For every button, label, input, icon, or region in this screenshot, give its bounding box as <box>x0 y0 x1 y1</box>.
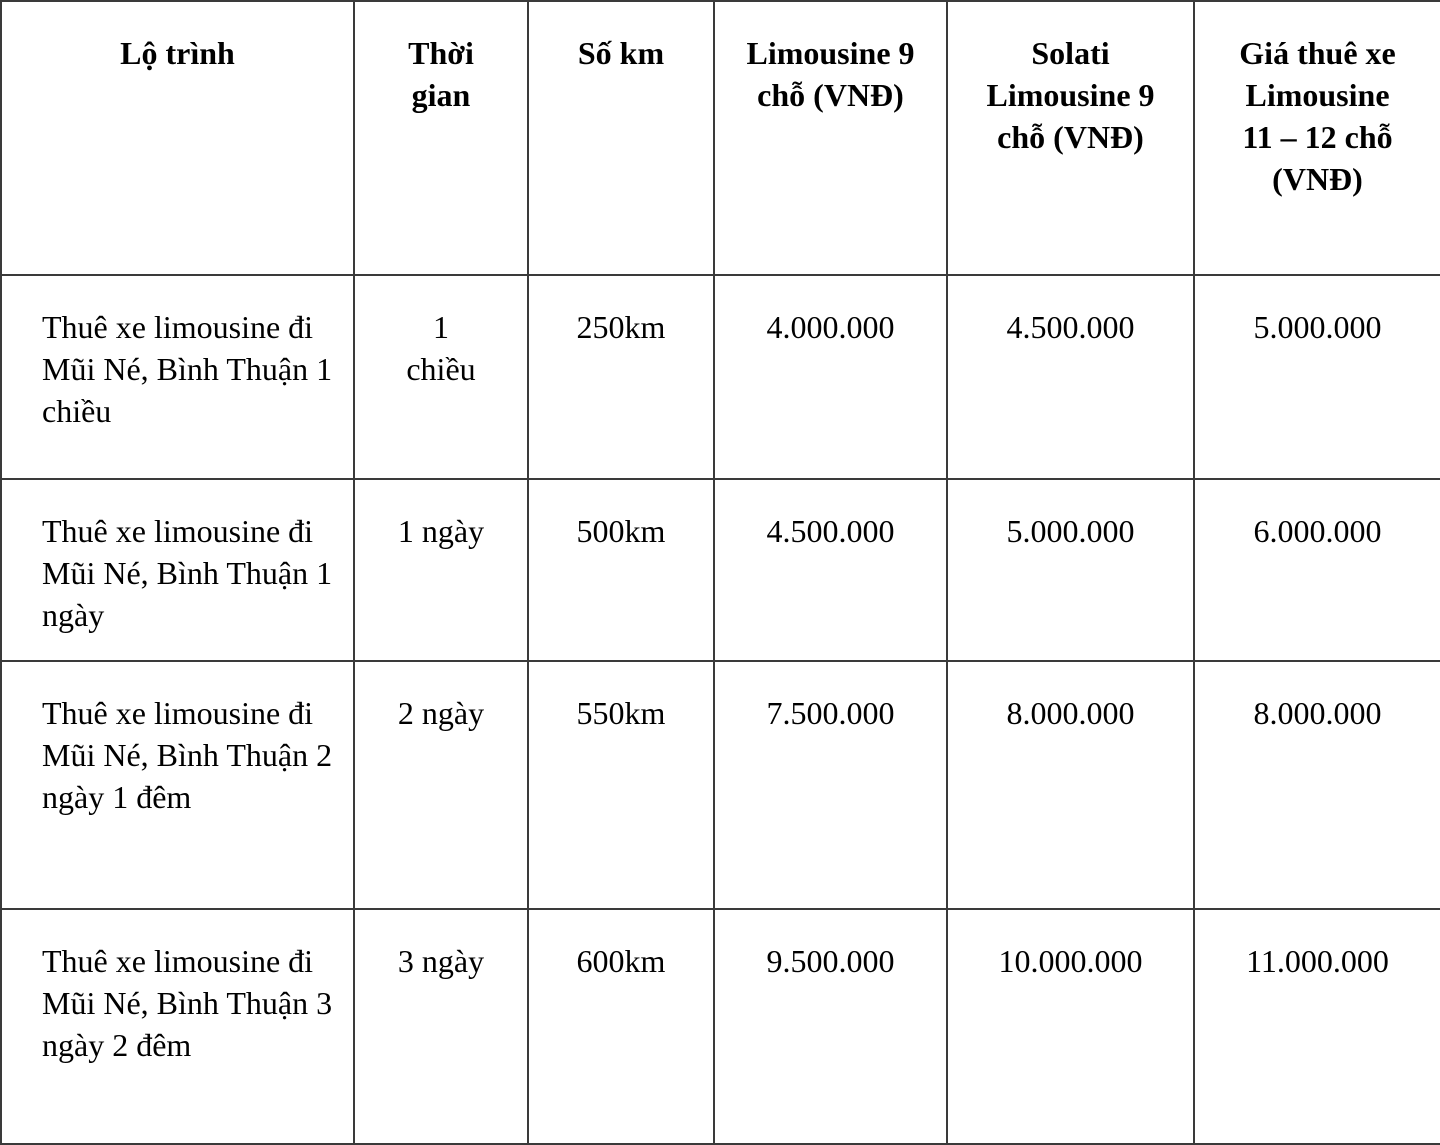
cell-time: 3 ngày <box>354 909 528 1144</box>
table-row <box>1 661 1440 909</box>
header-limousine-9: Limousine 9 chỗ (VNĐ) <box>714 1 947 275</box>
cell-route: Thuê xe limousine đi Mũi Né, Bình Thuận 1 ngày <box>1 479 354 661</box>
table-row <box>1 275 1440 479</box>
cell-limousine-11-12: 8.000.000 <box>1194 661 1440 909</box>
cell-solati-9: 4.500.000 <box>947 275 1194 479</box>
cell-distance: 550km <box>528 661 714 909</box>
cell-solati-9: 8.000.000 <box>947 661 1194 909</box>
table-row <box>1 909 1440 1144</box>
cell-time: 2 ngày <box>354 661 528 909</box>
cell-distance: 250km <box>528 275 714 479</box>
cell-limousine-9: 4.000.000 <box>714 275 947 479</box>
cell-limousine-11-12: 11.000.000 <box>1194 909 1440 1144</box>
header-route: Lộ trình <box>1 1 354 275</box>
cell-time: 1 ngày <box>354 479 528 661</box>
cell-solati-9: 5.000.000 <box>947 479 1194 661</box>
cell-solati-9: 10.000.000 <box>947 909 1194 1144</box>
header-limousine-11-12: Giá thuê xe Limousine 11 – 12 chỗ (VNĐ) <box>1194 1 1440 275</box>
table-row <box>1 479 1440 661</box>
cell-route: Thuê xe limousine đi Mũi Né, Bình Thuận 2 ngày 1 đêm <box>1 661 354 909</box>
table-header-row <box>1 1 1440 275</box>
cell-distance: 500km <box>528 479 714 661</box>
header-solati-9: Solati Limousine 9 chỗ (VNĐ) <box>947 1 1194 275</box>
header-distance: Số km <box>528 1 714 275</box>
cell-limousine-9: 7.500.000 <box>714 661 947 909</box>
cell-time: 1 chiều <box>354 275 528 479</box>
cell-limousine-11-12: 6.000.000 <box>1194 479 1440 661</box>
cell-limousine-11-12: 5.000.000 <box>1194 275 1440 479</box>
cell-distance: 600km <box>528 909 714 1144</box>
cell-route: Thuê xe limousine đi Mũi Né, Bình Thuận 1 chiều <box>1 275 354 479</box>
cell-limousine-9: 4.500.000 <box>714 479 947 661</box>
cell-limousine-9: 9.500.000 <box>714 909 947 1144</box>
header-time: Thời gian <box>354 1 528 275</box>
cell-route: Thuê xe limousine đi Mũi Né, Bình Thuận 3 ngày 2 đêm <box>1 909 354 1144</box>
